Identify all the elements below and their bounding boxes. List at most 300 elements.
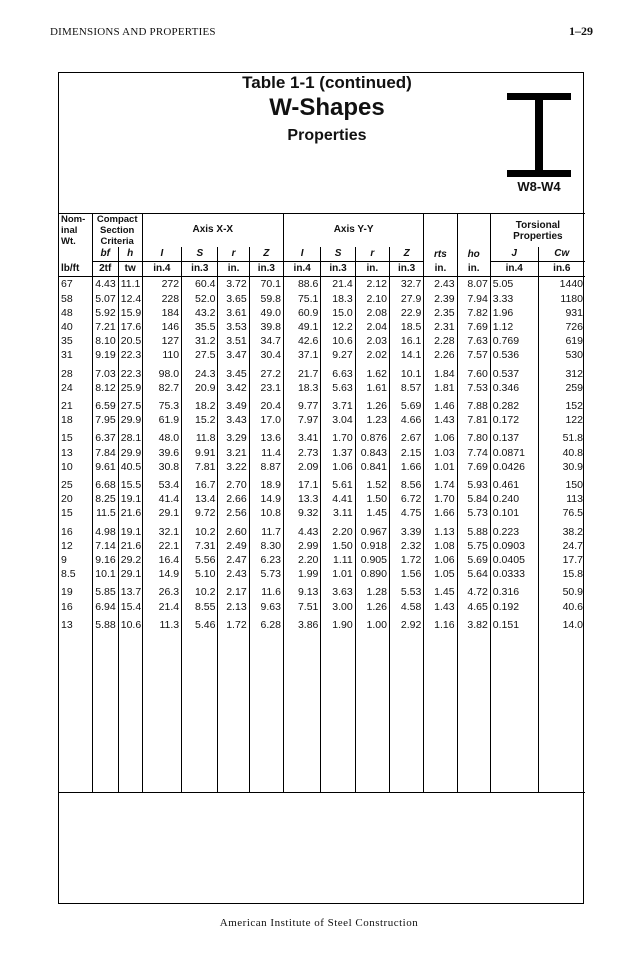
axis-y-header: Axis Y-Y [283, 214, 423, 248]
table-cell: 25.9 [118, 381, 142, 395]
table-row [59, 553, 585, 567]
table-cell: 27.2 [249, 363, 283, 381]
table-cell: 1.03 [424, 446, 457, 460]
table-cell: 11.5 [92, 506, 118, 520]
table-row [59, 320, 585, 334]
table-cell: 0.101 [490, 506, 538, 520]
table-cell: 20.9 [182, 381, 218, 395]
table-cell: 15.4 [118, 600, 142, 614]
table-cell: 5.88 [92, 614, 118, 632]
table-cell: 24 [61, 381, 73, 394]
iy-symbol: I [283, 247, 320, 262]
table-cell: 48.0 [142, 427, 181, 445]
table-cell: 17.0 [249, 413, 283, 427]
table-row [59, 277, 585, 292]
filler-row [59, 632, 585, 793]
table-cell: 9 [61, 554, 67, 567]
table-cell: 1.90 [321, 614, 355, 632]
page-number: 1–29 [569, 24, 593, 38]
table-cell: 19.1 [118, 521, 142, 539]
table-cell: 3.41 [283, 427, 320, 445]
table-cell: 6.59 [92, 395, 118, 413]
table-cell: 28 [61, 367, 73, 380]
table-cell: 49.1 [283, 320, 320, 334]
table-cell: 13 [61, 618, 73, 631]
table-cell: 60.4 [182, 277, 218, 292]
table-cell: 21.6 [118, 506, 142, 520]
table-cell: 9.72 [182, 506, 218, 520]
table-cell: 1.43 [424, 413, 457, 427]
table-cell: 18 [61, 414, 73, 427]
table-cell: 2.43 [424, 277, 457, 292]
table-cell: 1.70 [321, 427, 355, 445]
table-cell: 146 [142, 320, 181, 334]
unit-cell: lb/ft [59, 262, 92, 277]
table-cell: 3.71 [321, 395, 355, 413]
table-cell: 9.16 [92, 553, 118, 567]
table-cell: 1.66 [389, 460, 423, 474]
table-cell: 0.890 [355, 567, 389, 581]
table-cell: 6.63 [321, 363, 355, 381]
table-cell: 49.0 [249, 306, 283, 320]
table-cell: 7.95 [92, 413, 118, 427]
table-cell: 3.47 [218, 348, 249, 362]
table-cell: 3.29 [218, 427, 249, 445]
table-cell: 6.28 [249, 614, 283, 632]
h-symbol: h [118, 247, 142, 262]
table-cell: 1.00 [355, 614, 389, 632]
table-cell: 1.70 [424, 492, 457, 506]
table-cell: 2.08 [355, 306, 389, 320]
table-cell: 5.05 [490, 277, 538, 292]
table-cell: 7.81 [457, 413, 490, 427]
table-cell: 1.06 [424, 553, 457, 567]
table-cell: 17.6 [118, 320, 142, 334]
table-cell: 15.0 [321, 306, 355, 320]
table-cell: 1.52 [355, 474, 389, 492]
table-cell: 12 [61, 539, 73, 552]
table-row [59, 460, 585, 474]
table-cell: 272 [142, 277, 181, 292]
table-cell: 2.67 [389, 427, 423, 445]
table-cell: 3.51 [218, 334, 249, 348]
table-cell: 50.9 [538, 581, 585, 599]
table-cell: 2.17 [218, 581, 249, 599]
table-cell: 7.69 [457, 320, 490, 334]
zx-symbol: Z [249, 247, 283, 262]
table-cell: 32.1 [142, 521, 181, 539]
table-cell: 7.60 [457, 363, 490, 381]
table-cell: 19.1 [118, 492, 142, 506]
table-cell: 29.9 [118, 446, 142, 460]
table-cell: 7.21 [92, 320, 118, 334]
table-cell: 7.63 [457, 334, 490, 348]
table-cell: 8.12 [92, 381, 118, 395]
table-cell: 5.84 [457, 492, 490, 506]
table-cell: 24.7 [538, 539, 585, 553]
cw-symbol: Cw [538, 247, 585, 262]
table-cell: 29.1 [142, 506, 181, 520]
table-cell: 18.3 [283, 381, 320, 395]
table-row [59, 395, 585, 413]
table-cell: 0.905 [355, 553, 389, 567]
table-cell: 48 [61, 306, 73, 319]
table-cell: 0.843 [355, 446, 389, 460]
table-cell: 2.56 [218, 506, 249, 520]
table-cell: 1180 [538, 292, 585, 306]
table-cell: 61.9 [142, 413, 181, 427]
table-body [59, 277, 585, 793]
table-cell: 8.10 [92, 334, 118, 348]
table-cell: 0.0871 [490, 446, 538, 460]
table-cell: 5.69 [389, 395, 423, 413]
table-cell: 38.2 [538, 521, 585, 539]
table-cell: 6.72 [389, 492, 423, 506]
table-cell: 4.72 [457, 581, 490, 599]
table-cell: 3.65 [218, 292, 249, 306]
table-cell: 1.50 [355, 492, 389, 506]
table-cell: 184 [142, 306, 181, 320]
table-cell: 4.43 [92, 277, 118, 292]
table-cell: 11.8 [182, 427, 218, 445]
table-cell: 2.32 [389, 539, 423, 553]
table-cell: 14.9 [249, 492, 283, 506]
table-cell: 5.92 [92, 306, 118, 320]
table-row [59, 539, 585, 553]
table-row [59, 348, 585, 362]
table-row [59, 600, 585, 614]
table-cell: 13.6 [249, 427, 283, 445]
table-cell: 3.39 [389, 521, 423, 539]
table-cell: 39.6 [142, 446, 181, 460]
table-cell: 10.2 [182, 581, 218, 599]
table-row [59, 506, 585, 520]
table-cell: 0.192 [490, 600, 538, 614]
table-cell: 10.1 [389, 363, 423, 381]
table-cell: 27.5 [118, 395, 142, 413]
table-cell: 29.1 [118, 567, 142, 581]
table-cell: 1.72 [218, 614, 249, 632]
table-cell: 8.57 [389, 381, 423, 395]
table-cell: 3.00 [321, 600, 355, 614]
table-cell: 18.5 [389, 320, 423, 334]
table-cell: 3.53 [218, 320, 249, 334]
table-cell: 23.1 [249, 381, 283, 395]
table-cell: 16.4 [142, 553, 181, 567]
table-cell: 3.63 [321, 581, 355, 599]
table-cell: 2.60 [218, 521, 249, 539]
table-cell: 59.8 [249, 292, 283, 306]
table-row [59, 413, 585, 427]
table-cell: 2.04 [355, 320, 389, 334]
table-cell: 0.0333 [490, 567, 538, 581]
table-cell: 1.28 [355, 581, 389, 599]
table-cell: 30.9 [538, 460, 585, 474]
unit-cell: in.3 [389, 262, 423, 277]
table-cell: 27.5 [182, 348, 218, 362]
table-cell: 9.61 [92, 460, 118, 474]
table-cell: 0.316 [490, 581, 538, 599]
ho-header: ho [457, 214, 490, 262]
unit-cell: in. [457, 262, 490, 277]
table-cell: 17.1 [283, 474, 320, 492]
table-row [59, 581, 585, 599]
table-cell: 1.12 [490, 320, 538, 334]
i-beam-icon [507, 93, 571, 177]
table-cell: 1.84 [424, 363, 457, 381]
table-cell: 7.84 [92, 446, 118, 460]
table-cell: 0.461 [490, 474, 538, 492]
nominal-wt-header: Nom-inal Wt. [59, 214, 92, 262]
table-cell: 2.09 [283, 460, 320, 474]
table-cell: 0.0405 [490, 553, 538, 567]
table-cell: 42.6 [283, 334, 320, 348]
table-cell: 15.2 [182, 413, 218, 427]
table-cell: 40.8 [538, 446, 585, 460]
table-cell: 150 [538, 474, 585, 492]
table-cell: 0.769 [490, 334, 538, 348]
table-cell: 5.56 [182, 553, 218, 567]
table-cell: 7.69 [457, 460, 490, 474]
table-cell: 3.04 [321, 413, 355, 427]
table-cell: 1440 [538, 277, 585, 292]
table-cell: 3.82 [457, 614, 490, 632]
table-cell: 10 [61, 460, 73, 473]
unit-cell: in.3 [249, 262, 283, 277]
table-cell: 3.21 [218, 446, 249, 460]
table-cell: 2.47 [218, 553, 249, 567]
table-cell: 0.240 [490, 492, 538, 506]
table-cell: 53.4 [142, 474, 181, 492]
table-cell: 21.6 [118, 539, 142, 553]
table-cell: 2.99 [283, 539, 320, 553]
unit-cell: in. [424, 262, 457, 277]
table-cell: 14.9 [142, 567, 181, 581]
table-cell: 4.43 [283, 521, 320, 539]
table-cell: 7.03 [92, 363, 118, 381]
table-row [59, 474, 585, 492]
table-cell: 7.81 [182, 460, 218, 474]
zy-symbol: Z [389, 247, 423, 262]
table-cell: 13.3 [283, 492, 320, 506]
table-cell: 0.967 [355, 521, 389, 539]
table-cell: 113 [538, 492, 585, 506]
table-cell: 5.07 [92, 292, 118, 306]
table-cell: 10.6 [118, 614, 142, 632]
table-row [59, 427, 585, 445]
table-cell: 75.1 [283, 292, 320, 306]
table-row [59, 446, 585, 460]
table-cell: 3.22 [218, 460, 249, 474]
table-cell: 7.31 [182, 539, 218, 553]
table-cell: 1.13 [424, 521, 457, 539]
table-cell: 2.12 [355, 277, 389, 292]
table-cell: 2.35 [424, 306, 457, 320]
unit-cell: in.3 [321, 262, 355, 277]
table-cell: 4.58 [389, 600, 423, 614]
table-cell: 1.99 [283, 567, 320, 581]
table-cell: 1.45 [424, 581, 457, 599]
torsional-header: Torsional Properties [490, 214, 585, 248]
table-cell: 22.1 [142, 539, 181, 553]
table-cell: 27.9 [389, 292, 423, 306]
table-cell: 41.4 [142, 492, 181, 506]
table-cell: 1.81 [424, 381, 457, 395]
table-cell: 1.96 [490, 306, 538, 320]
table-cell: 70.1 [249, 277, 283, 292]
table-cell: 11.7 [249, 521, 283, 539]
table-cell: 14.1 [389, 348, 423, 362]
ry-symbol: r [355, 247, 389, 262]
table-cell: 1.11 [321, 553, 355, 567]
table-cell: 13.7 [118, 581, 142, 599]
table-cell: 127 [142, 334, 181, 348]
table-cell: 21.4 [321, 277, 355, 292]
table-cell: 931 [538, 306, 585, 320]
table-cell: 5.73 [457, 506, 490, 520]
table-cell: 12.4 [118, 292, 142, 306]
table-cell: 1.74 [424, 474, 457, 492]
table-cell: 312 [538, 363, 585, 381]
table-cell: 8.25 [92, 492, 118, 506]
table-cell: 8.56 [389, 474, 423, 492]
table-row [59, 521, 585, 539]
table-cell: 2.31 [424, 320, 457, 334]
table-cell: 4.75 [389, 506, 423, 520]
table-cell: 2.28 [424, 334, 457, 348]
table-cell: 29.9 [118, 413, 142, 427]
table-cell: 2.20 [283, 553, 320, 567]
table-cell: 7.53 [457, 381, 490, 395]
table-cell: 0.841 [355, 460, 389, 474]
table-cell: 22.9 [389, 306, 423, 320]
table-cell: 15 [61, 432, 73, 445]
table-cell: 1.46 [424, 395, 457, 413]
table-cell: 2.20 [321, 521, 355, 539]
table-cell: 20.4 [249, 395, 283, 413]
table-cell: 3.45 [218, 363, 249, 381]
table-cell: 31 [61, 349, 73, 362]
table-cell: 8.87 [249, 460, 283, 474]
table-cell: 2.10 [355, 292, 389, 306]
table-cell: 1.62 [355, 363, 389, 381]
table-cell: 2.66 [218, 492, 249, 506]
table-cell: 2.03 [355, 334, 389, 348]
table-cell: 2.15 [389, 446, 423, 460]
sy-symbol: S [321, 247, 355, 262]
table-cell: 8.07 [457, 277, 490, 292]
table-cell: 1.56 [389, 567, 423, 581]
table-cell: 16 [61, 525, 73, 538]
table-cell: 52.0 [182, 292, 218, 306]
table-row [59, 492, 585, 506]
table-cell: 1.08 [424, 539, 457, 553]
table-cell: 2.92 [389, 614, 423, 632]
table-cell: 0.0903 [490, 539, 538, 553]
unit-cell: 2tf [92, 262, 118, 277]
table-cell: 7.82 [457, 306, 490, 320]
table-cell: 6.23 [249, 553, 283, 567]
table-cell: 228 [142, 292, 181, 306]
table-row [59, 614, 585, 632]
table-row [59, 292, 585, 306]
footer: American Institute of Steel Construction [219, 917, 419, 929]
table-cell: 5.46 [182, 614, 218, 632]
table-cell: 20.5 [118, 334, 142, 348]
table-cell: 12.2 [321, 320, 355, 334]
table-cell: 8.55 [182, 600, 218, 614]
table-cell: 9.32 [283, 506, 320, 520]
table-cell: 51.8 [538, 427, 585, 445]
table-cell: 30.4 [249, 348, 283, 362]
table-cell: 15.5 [118, 474, 142, 492]
table-cell: 4.65 [457, 600, 490, 614]
unit-cell: in. [355, 262, 389, 277]
table-title: W-Shapes [269, 94, 385, 121]
table-cell: 22.3 [118, 348, 142, 362]
axis-x-header: Axis X-X [142, 214, 283, 248]
table-cell: 1.06 [321, 460, 355, 474]
table-cell: 1.45 [355, 506, 389, 520]
table-cell: 530 [538, 348, 585, 362]
unit-cell: in.3 [182, 262, 218, 277]
table-cell: 7.97 [283, 413, 320, 427]
table-cell: 40.5 [118, 460, 142, 474]
table-cell: 11.3 [142, 614, 181, 632]
table-row [59, 381, 585, 395]
table-cell: 0.137 [490, 427, 538, 445]
table-cell: 1.37 [321, 446, 355, 460]
compact-criteria-header: Compact Section Criteria [92, 214, 142, 248]
table-cell: 7.51 [283, 600, 320, 614]
table-cell: 21.4 [142, 600, 181, 614]
table-cell: 10.2 [182, 521, 218, 539]
table-cell: 9.27 [321, 348, 355, 362]
table-cell: 3.86 [283, 614, 320, 632]
table-cell: 18.3 [321, 292, 355, 306]
table-cell: 6.94 [92, 600, 118, 614]
table-cell: 2.39 [424, 292, 457, 306]
table-cell: 98.0 [142, 363, 181, 381]
table-cell: 7.14 [92, 539, 118, 553]
table-row [59, 363, 585, 381]
table-cell: 2.13 [218, 600, 249, 614]
table-cell: 8.5 [61, 568, 76, 581]
j-symbol: J [490, 247, 538, 262]
table-cell: 35.5 [182, 320, 218, 334]
table-cell: 7.57 [457, 348, 490, 362]
table-cell: 0.0426 [490, 460, 538, 474]
table-cell: 1.26 [355, 395, 389, 413]
table-cell: 259 [538, 381, 585, 395]
table-cell: 10.6 [321, 334, 355, 348]
unit-cell: tw [118, 262, 142, 277]
table-cell: 9.77 [283, 395, 320, 413]
table-cell: 1.06 [424, 427, 457, 445]
unit-cell: in. [218, 262, 249, 277]
table-cell: 726 [538, 320, 585, 334]
table-cell: 619 [538, 334, 585, 348]
table-cell: 21 [61, 400, 73, 413]
table-cell: 1.43 [424, 600, 457, 614]
table-cell: 16 [61, 600, 73, 613]
table-row [59, 567, 585, 581]
table-cell: 5.61 [321, 474, 355, 492]
table-cell: 2.02 [355, 348, 389, 362]
table-cell: 1.05 [424, 567, 457, 581]
sx-symbol: S [182, 247, 218, 262]
table-row [59, 334, 585, 348]
